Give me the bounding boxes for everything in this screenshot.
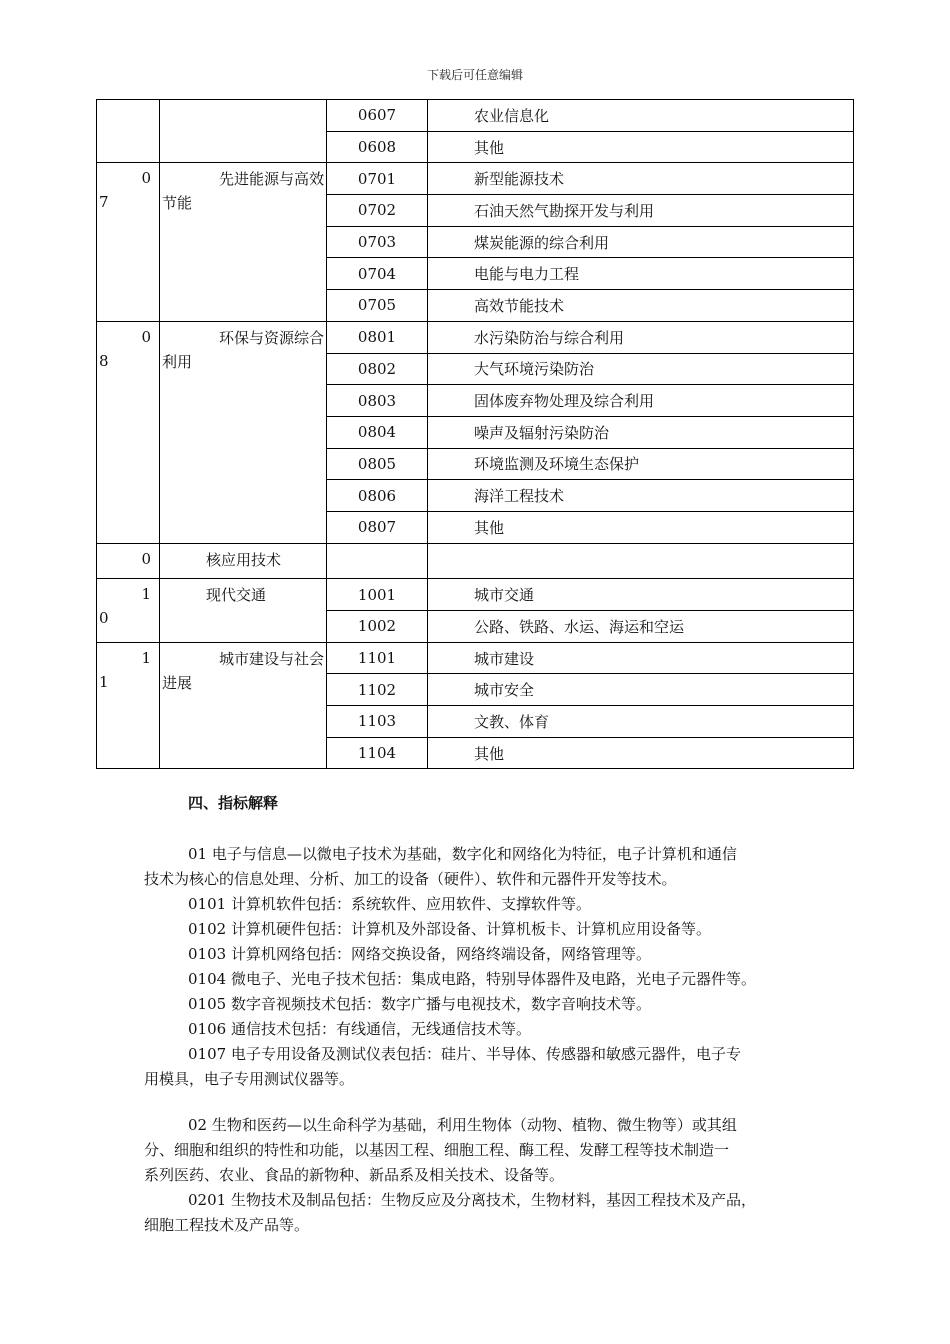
sub-code: 0704: [327, 258, 428, 290]
group-num-a: 0: [141, 169, 151, 188]
group-name-line1: 城市建设与社会: [218, 649, 324, 668]
sub-desc: 煤炭能源的综合利用: [428, 226, 854, 258]
sub-code: 1101: [327, 642, 428, 674]
paragraph-line: 0106 通信技术包括：有线通信，无线通信技术等。: [188, 1020, 531, 1038]
sub-desc: 水污染防治与综合利用: [428, 321, 854, 353]
group-name-line2: 进展: [162, 673, 193, 692]
paragraph-line: 02 生物和医药—以生命科学为基础，利用生物体（动物、植物、微生物等）或其组: [188, 1116, 737, 1134]
paragraph-line: 0103 计算机网络包括：网络交换设备，网络终端设备，网络管理等。: [188, 945, 651, 963]
group-num-cell: [97, 642, 160, 769]
group-num-cell: [97, 543, 160, 579]
sub-code: 0801: [327, 321, 428, 353]
sub-desc: 石油天然气勘探开发与利用: [428, 195, 854, 227]
group-name-cell: [160, 642, 327, 769]
group-num-b: 1: [99, 672, 109, 691]
group-name-cell: [160, 579, 327, 642]
paragraph-line: 系列医药、农业、食品的新物种、新品系及相关技术、设备等。: [144, 1166, 565, 1184]
table-row: [97, 543, 854, 579]
paragraph-line: 0105 数字音视频技术包括：数字广播与电视技术，数字音响技术等。: [188, 995, 651, 1013]
sub-code: 1001: [327, 579, 428, 611]
sub-desc: 其他: [428, 511, 854, 543]
paragraph-line: 0102 计算机硬件包括：计算机及外部设备、计算机板卡、计算机应用设备等。: [188, 920, 711, 938]
sub-code: 0804: [327, 416, 428, 448]
group-name-cell: [160, 100, 327, 163]
paragraph-line: 细胞工程技术及产品等。: [144, 1216, 310, 1234]
sub-code: 0608: [327, 131, 428, 163]
sub-desc: 海洋工程技术: [428, 480, 854, 512]
sub-code: 0701: [327, 163, 428, 195]
sub-code: 0805: [327, 448, 428, 480]
group-num-b: 7: [99, 193, 109, 212]
paragraph-line: 01 电子与信息—以微电子技术为基础，数字化和网络化为特征，电子计算机和通信: [188, 845, 737, 863]
sub-code: 0807: [327, 511, 428, 543]
table-row: [97, 163, 854, 195]
group-num-a: 0: [141, 327, 151, 346]
paragraph-line: 0107 电子专用设备及测试仪表包括：硅片、半导体、传感器和敏感元器件，电子专: [188, 1045, 741, 1063]
table-row: [97, 579, 854, 611]
group-num-b: 8: [99, 351, 109, 370]
table-row: [97, 642, 854, 674]
definition-block-biomedicine: [144, 1113, 814, 1238]
group-name-line1: 环保与资源综合: [218, 328, 324, 347]
sub-desc: 公路、铁路、水运、海运和空运: [428, 611, 854, 643]
group-num-cell: [97, 321, 160, 543]
table-row: [97, 321, 854, 353]
paragraph-line: 技术为核心的信息处理、分析、加工的设备（硬件）、软件和元器件开发等技术。: [144, 870, 677, 888]
sub-code: 1002: [327, 611, 428, 643]
group-name-cell: [160, 543, 327, 579]
group-name-line2: 利用: [162, 352, 193, 371]
sub-desc: 城市交通: [428, 579, 854, 611]
group-num-a: 0: [141, 549, 151, 568]
sub-code: 0607: [327, 100, 428, 132]
sub-desc: 城市安全: [428, 674, 854, 706]
sub-code: 0703: [327, 226, 428, 258]
sub-desc: 噪声及辐射污染防治: [428, 416, 854, 448]
group-name-line1: 先进能源与高效: [218, 170, 324, 189]
sub-desc: 其他: [428, 737, 854, 769]
sub-desc: 农业信息化: [428, 100, 854, 132]
sub-desc: 新型能源技术: [428, 163, 854, 195]
page-header: 下载后可任意编辑: [426, 68, 523, 82]
sub-desc: 高效节能技术: [428, 290, 854, 322]
paragraph-line: 0101 计算机软件包括：系统软件、应用软件、支撑软件等。: [188, 895, 591, 913]
group-name-line1: 现代交通: [206, 586, 267, 605]
group-name-cell: [160, 163, 327, 321]
section-heading: 四、指标解释: [188, 794, 279, 812]
sub-desc: 城市建设: [428, 642, 854, 674]
sub-code: 1103: [327, 706, 428, 738]
paragraph-line: 用模具，电子专用测试仪器等。: [144, 1070, 355, 1088]
sub-code: 0702: [327, 195, 428, 227]
sub-desc: 环境监测及环境生态保护: [428, 448, 854, 480]
sub-code: 1102: [327, 674, 428, 706]
definition-block-electronics: [144, 842, 814, 1092]
sub-desc: 大气环境污染防治: [428, 353, 854, 385]
group-num-cell: [97, 100, 160, 163]
category-table: [96, 99, 854, 769]
sub-desc: 其他: [428, 131, 854, 163]
sub-code: 0806: [327, 480, 428, 512]
sub-desc: [428, 543, 854, 579]
sub-code: 0705: [327, 290, 428, 322]
group-num-cell: [97, 579, 160, 642]
group-num-b: 0: [99, 609, 109, 628]
sub-code: [327, 543, 428, 579]
group-name-line1: 核应用技术: [206, 550, 282, 569]
paragraph-line: 0104 微电子、光电子技术包括：集成电路，特别导体器件及电路，光电子元器件等。: [188, 970, 756, 988]
group-num-cell: [97, 163, 160, 321]
sub-desc: 文教、体育: [428, 706, 854, 738]
sub-code: 1104: [327, 737, 428, 769]
table-row: [97, 100, 854, 132]
group-name-line2: 节能: [162, 194, 193, 213]
sub-desc: 固体废弃物处理及综合利用: [428, 385, 854, 417]
paragraph-line: 分、细胞和组织的特性和功能，以基因工程、细胞工程、酶工程、发酵工程等技术制造一: [144, 1141, 730, 1159]
group-num-a: 1: [141, 585, 151, 604]
sub-code: 0803: [327, 385, 428, 417]
sub-code: 0802: [327, 353, 428, 385]
group-name-cell: [160, 321, 327, 543]
paragraph-line: 0201 生物技术及制品包括：生物反应及分离技术，生物材料，基因工程技术及产品，: [188, 1191, 756, 1209]
sub-desc: 电能与电力工程: [428, 258, 854, 290]
group-num-a: 1: [141, 648, 151, 667]
